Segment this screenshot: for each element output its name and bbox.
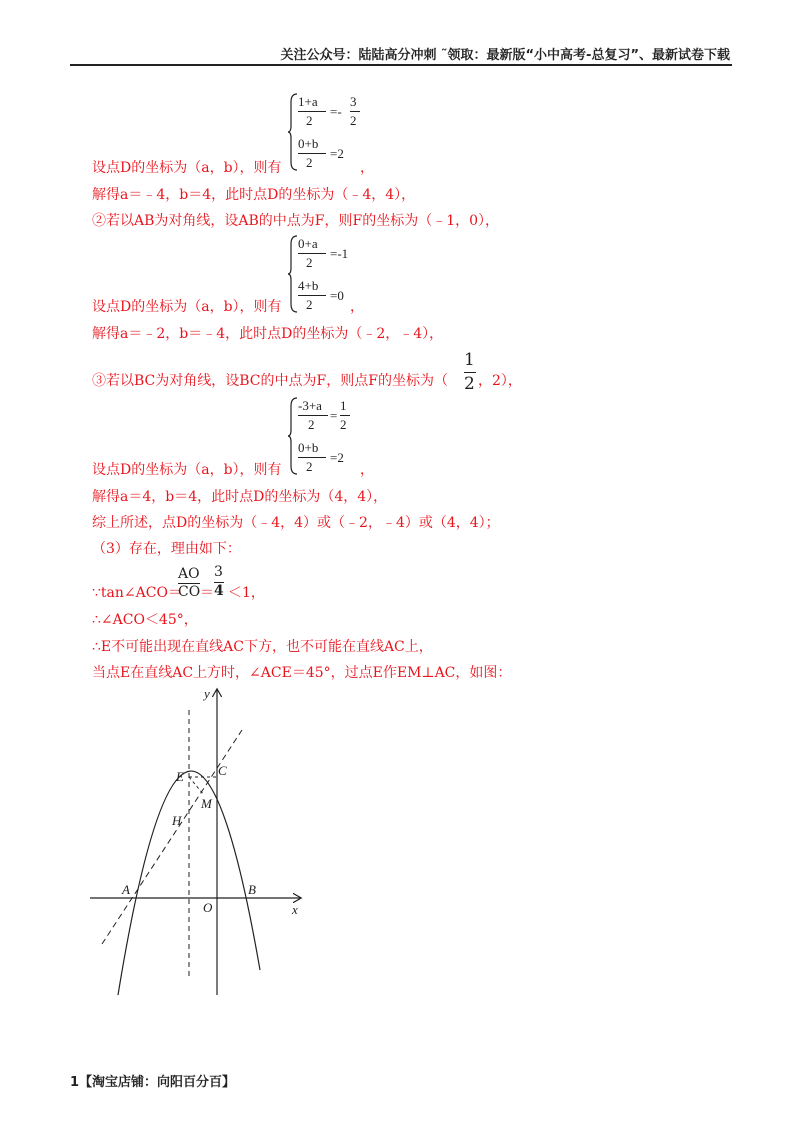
fraction-bar — [340, 415, 350, 416]
label-x: x — [292, 902, 298, 917]
denominator: 4 — [214, 583, 224, 599]
denominator: 2 — [308, 417, 315, 432]
text-line: ③若以BC为对角线，设BC的中点为F，则点F的坐标为（ — [92, 373, 448, 389]
page-header: 关注公众号：陆陆高分冲刺 ˜领取：最新版“小中高考-总复习”、最新试卷下载 — [280, 48, 730, 63]
text-line: ∴E不可能出现在直线AC下方，也不可能在直线AC上， — [92, 639, 433, 655]
text-line: ， — [360, 462, 374, 478]
numerator: 0+a — [298, 236, 318, 251]
text-line: ， — [360, 160, 374, 176]
numerator: -3+a — [298, 398, 322, 413]
fraction-bar — [298, 295, 326, 296]
numerator: 3 — [214, 564, 223, 580]
fraction-bar — [298, 415, 328, 416]
denominator: 2 — [306, 459, 313, 474]
numerator: 0+b — [298, 440, 319, 455]
numerator: 3 — [350, 94, 357, 109]
label-y: y — [204, 686, 210, 701]
fraction-bar — [298, 253, 326, 254]
header-divider — [70, 64, 732, 66]
text-line: 综上所述，点D的坐标为（﹣4，4）或（﹣2，﹣4）或（4，4）； — [92, 515, 500, 531]
numerator: 0+b — [298, 136, 319, 151]
label-b: B — [248, 882, 256, 897]
numerator: 4+b — [298, 278, 319, 293]
label-a: A — [122, 882, 130, 897]
label-o: O — [203, 900, 213, 915]
equation-rhs: = — [330, 408, 338, 423]
equation-rhs: =0 — [330, 288, 344, 303]
label-c: C — [218, 763, 227, 778]
denominator: 2 — [464, 374, 475, 394]
fraction-bar — [298, 111, 326, 112]
brace-icon — [288, 396, 298, 476]
brace-icon — [288, 92, 298, 172]
text-line: 当点E在直线AC上方时，∠ACE＝45°，过点E作EM⊥AC，如图： — [92, 665, 512, 681]
text-line: ＜1， — [228, 585, 265, 601]
fraction-bar — [298, 457, 326, 458]
page-footer: 1【淘宝店铺：向阳百分百】 — [70, 1075, 236, 1090]
text-line: （3）存在，理由如下： — [92, 541, 241, 557]
numerator: 1 — [340, 398, 347, 413]
label-h: H — [172, 813, 182, 828]
equation-rhs: =2 — [330, 450, 344, 465]
text-line: 解得a＝4，b＝4，此时点D的坐标为（4，4）， — [92, 489, 388, 505]
denominator: 2 — [306, 255, 313, 270]
numerator: AO — [178, 566, 200, 582]
equation-rhs: =- — [330, 104, 342, 119]
numerator: 1+a — [298, 94, 318, 109]
denominator: 2 — [340, 417, 347, 432]
equation-system-2 — [288, 234, 378, 314]
fraction-bar — [464, 372, 476, 373]
brace-icon — [288, 234, 298, 314]
text-line: ②若以AB为对角线，设AB的中点为F，则F的坐标为（﹣1，0）， — [92, 213, 500, 229]
geometry-figure — [80, 680, 320, 1000]
text-line: ＝ — [200, 585, 214, 601]
equation-rhs: =-1 — [330, 246, 349, 261]
label-m: M — [201, 796, 212, 811]
denominator: 2 — [306, 113, 313, 128]
text-line: 设点D的坐标为（a，b），则有 — [92, 462, 282, 478]
text-line: ，2）， — [478, 373, 522, 389]
denominator: CO — [178, 584, 201, 600]
label-e: E — [176, 769, 184, 784]
denominator: 2 — [306, 155, 313, 170]
denominator: 2 — [350, 113, 357, 128]
text-line: 解得a＝﹣4，b＝4，此时点D的坐标为（﹣4，4）， — [92, 187, 416, 203]
equation-rhs: =2 — [330, 146, 344, 161]
text-line: 设点D的坐标为（a，b），则有 — [92, 299, 282, 315]
denominator: 2 — [306, 297, 313, 312]
fraction-bar — [350, 111, 360, 112]
segment-em — [189, 777, 204, 795]
text-line: ∴∠ACO＜45°， — [92, 612, 198, 628]
numerator: 1 — [464, 350, 475, 370]
text-line: 设点D的坐标为（a，b），则有 — [92, 160, 282, 176]
fraction-bar — [298, 153, 326, 154]
text-line: ， — [350, 299, 364, 315]
text-line: ∵tan∠ACO＝ — [92, 585, 182, 601]
text-line: 解得a＝﹣2，b＝﹣4，此时点D的坐标为（﹣2，﹣4）， — [92, 326, 444, 342]
